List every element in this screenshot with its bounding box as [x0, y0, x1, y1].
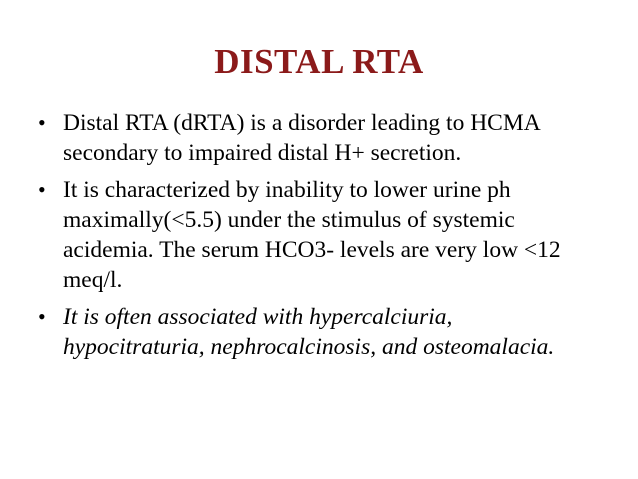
- bullet-text: It is characterized by inability to lower urine ph maximally(<5.5) under the stimulus of systemic acidemia. The serum HCO3- levels are very low <12 meq/l.: [63, 177, 561, 293]
- bullet-text: It is often associated with hypercalciuria, hypocitraturia, nephrocalcinosis, and osteomalacia.: [63, 304, 555, 360]
- bullet-item: [38, 302, 598, 362]
- bullet-list: [38, 108, 598, 369]
- bullet-item: [38, 108, 598, 168]
- bullet-dot-icon: •: [38, 304, 46, 329]
- bullet-dot-icon: •: [38, 110, 46, 135]
- slide-title: DISTAL RTA: [214, 42, 424, 81]
- bullet-text: Distal RTA (dRTA) is a disorder leading to HCMA secondary to impaired distal H+ secretion.: [63, 110, 540, 166]
- bullet-item: [38, 175, 598, 295]
- bullet-dot-icon: •: [38, 177, 46, 202]
